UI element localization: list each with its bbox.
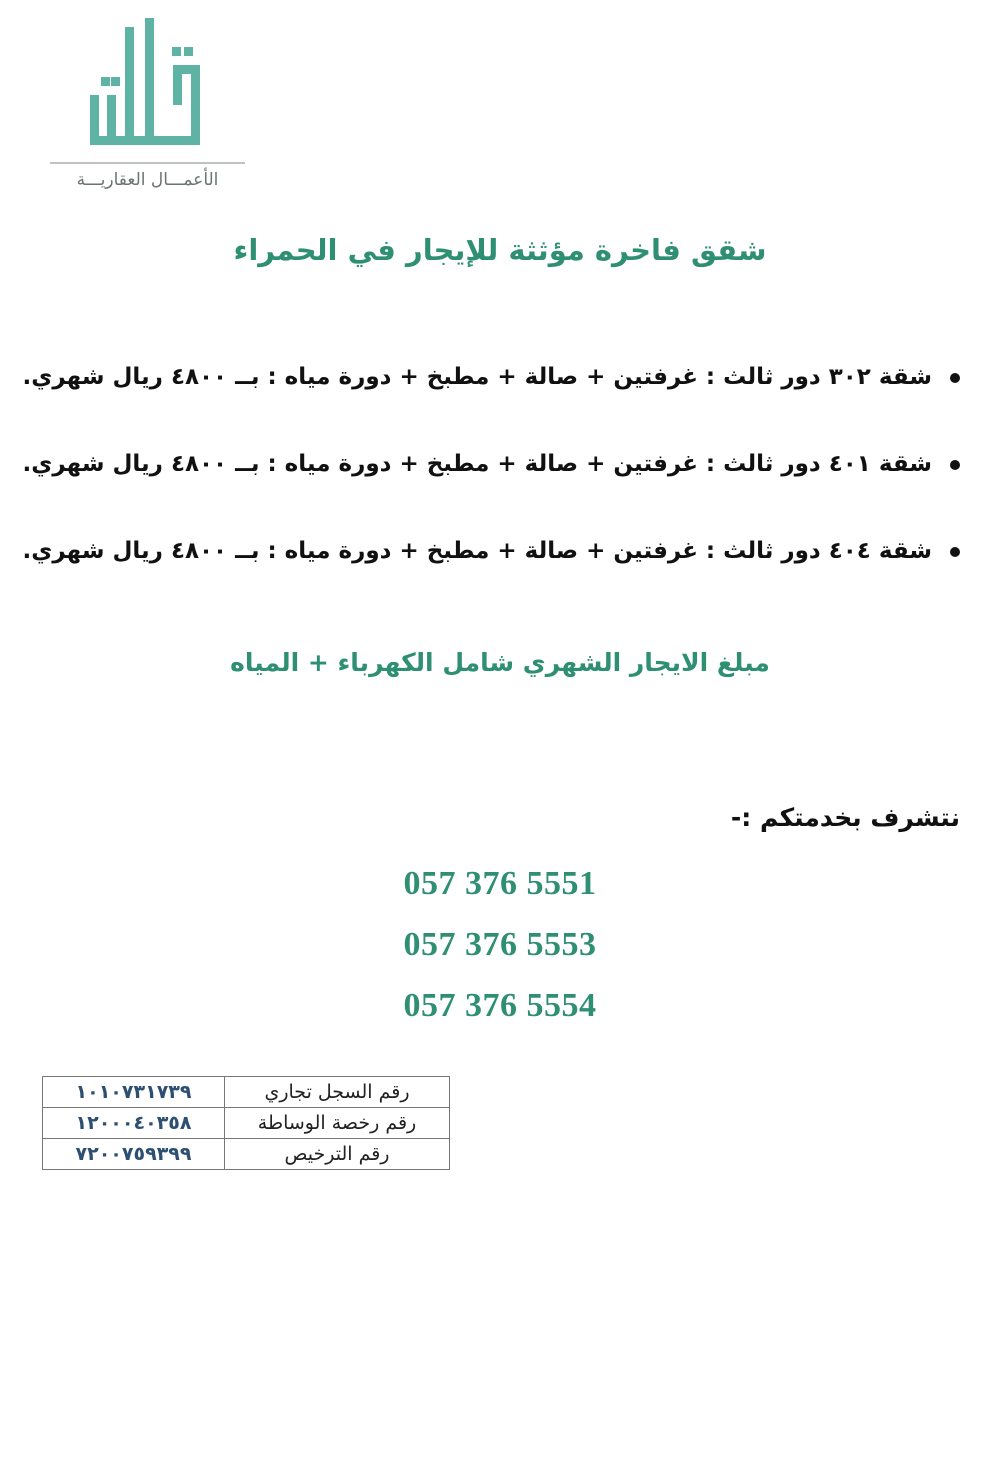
apartment-listings <box>22 353 960 614</box>
bullet-icon <box>950 460 960 470</box>
table-row <box>43 1139 450 1170</box>
contact-heading: نتشرف بخدمتكم :- <box>730 803 960 832</box>
table-value: ١٠١٠٧٣١٧٣٩ <box>43 1077 225 1108</box>
table-label: رقم رخصة الوساطة <box>225 1108 450 1139</box>
page-title: شقق فاخرة مؤثثة للإيجار في الحمراء <box>233 233 767 267</box>
phone-number[interactable]: 057 376 5553 <box>403 926 597 963</box>
phone-list <box>0 860 1000 1043</box>
bullet-icon <box>950 373 960 383</box>
table-row <box>43 1077 450 1108</box>
table-value: ١٢٠٠٠٤٠٣٥٨ <box>43 1108 225 1139</box>
logo-caption: الأعمـــال العقاريـــة <box>76 170 219 190</box>
table-value: ٧٢٠٠٧٥٩٣٩٩ <box>43 1139 225 1170</box>
listing-text: شقة ٤٠٤ دور ثالث : غرفتين + صالة + مطبخ + دورة مياه : بــ ٤٨٠٠ ريال شهري. <box>22 538 932 564</box>
table-label: رقم الترخيص <box>225 1139 450 1170</box>
table-label: رقم السجل تجاري <box>225 1077 450 1108</box>
license-info-table <box>42 1076 450 1170</box>
building-columns-logo-icon <box>45 15 250 165</box>
listing-item <box>22 527 960 614</box>
phone-number[interactable]: 057 376 5551 <box>403 865 597 902</box>
phone-number[interactable]: 057 376 5554 <box>403 987 597 1024</box>
rent-includes-note: مبلغ الايجار الشهري شامل الكهرباء + المياه <box>230 648 770 677</box>
company-logo <box>45 15 250 195</box>
listing-text: شقة ٤٠١ دور ثالث : غرفتين + صالة + مطبخ + دورة مياه : بــ ٤٨٠٠ ريال شهري. <box>22 451 932 477</box>
listing-text: شقة ٣٠٢ دور ثالث : غرفتين + صالة + مطبخ + دورة مياه : بــ ٤٨٠٠ ريال شهري. <box>22 364 932 390</box>
listing-item <box>22 353 960 440</box>
listing-item <box>22 440 960 527</box>
table-row <box>43 1108 450 1139</box>
bullet-icon <box>950 547 960 557</box>
